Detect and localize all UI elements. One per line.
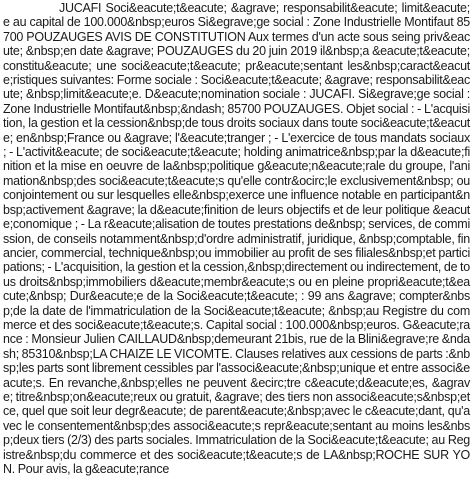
- legal-notice-text: JUCAFI Soci&eacute;t&eacute; &agrave; responsabilit&eacute; limit&eacute;e au capital de 100.000&nbsp;euros Si&egrave;ge social : Zone Industrielle Montifaut 85700 POUZAUGES AVIS DE CONSTITUTION Aux termes d'un acte sous seing priv&eacute; &nbsp;en date &agrave; POUZAUGES du 20 juin 2019 il&nbsp;a &eacute;t&eacute; constitu&eacute; une soci&eacute;t&eacute; pr&eacute;sentant les&nbsp;caract&eacute;ristiques suivantes: Forme sociale : Soci&eacute;t&eacute; &agrave; responsabilit&eacute; &nbsp;limit&eacute;e. D&eacute;nomination sociale : JUCAFI. Si&egrave;ge social : Zone Industrielle Montifaut&nbsp;&ndash; 85700 POUZAUGES. Objet social : - L'acquisition, la gestion et la cession&nbsp;de tous droits sociaux dans toute soci&eacute;t&eacute; en&nbsp;France ou &agrave; l'&eacute;tranger ; - L'exercice de tous mandats sociaux ; - L'activit&eacute; de soci&eacute;t&eacute; holding animatrice&nbsp;par la d&eacute;finition et la mise en oeuvre de la&nbsp;politique g&eacute;n&eacute;rale du groupe, l'animation&nbsp;des soci&eacute;t&eacute;s qu'elle contr&ocirc;le exclusivement&nbsp; ou conjointement ou sur lesquelles elle&nbsp;exerce une influence notable en participant&nbsp;activement &agrave; la d&eacute;finition de leurs objectifs et de leur politique &eacute;conomique ; - La r&eacute;alisation de toutes prestations de&nbsp; services, de commission, de conseils notamment&nbsp;d'ordre administratif, juridique, &nbsp;comptable, financier, commercial, technique&nbsp;ou immobilier au profit de ses filiales&nbsp;et participations; - L'acquisition, la gestion et la cession,&nbsp;directement ou indirectement, de tous droits&nbsp;immobiliers d&eacute;membr&eacute;s ou en pleine propri&eacute;t&eacute;&nbsp; Dur&eacute;e de la Soci&eacute;t&eacute; : 99 ans &agrave; compter&nbsp;de la date de l'immatriculation de la Soci&eacute;t&eacute; &nbsp;au Registre du commerce et des soci&eacute;t&eacute;s. Capital social : 100.000&nbsp;euros. G&eacute;rance : Monsieur Julien CAILLAUD&nbsp;demeurant 21bis, rue de la Blini&egrave;re &ndash; 85310&nbsp;LA CHAIZE LE VICOMTE. Clauses relatives aux cessions de parts :&nbsp;les parts sont librement cessibles par l'associ&eacute;&nbsp;unique et entre associ&eacute;s. En revanche,&nbsp;elles ne peuvent &ecirc;tre c&eacute;d&eacute;es, &agrave; titre&nbsp;on&eacute;reux ou gratuit, &agrave; des tiers non associ&eacute;s&nbsp;et ce, quel que soit leur degr&eacute; de parent&eacute;&nbsp;avec le c&eacute;dant, qu'avec le consentement&nbsp;des associ&eacute;s repr&eacute;sentant au moins les&nbsp;deux tiers (2/3) des parts sociales. Immatriculation de la Soci&eacute;t&eacute; au Registre&nbsp;du commerce et des soci&eacute;t&eacute;s de LA&nbsp;ROCHE SUR YON. Pour avis, la g&eacute;rance: [3, 1, 470, 476]
